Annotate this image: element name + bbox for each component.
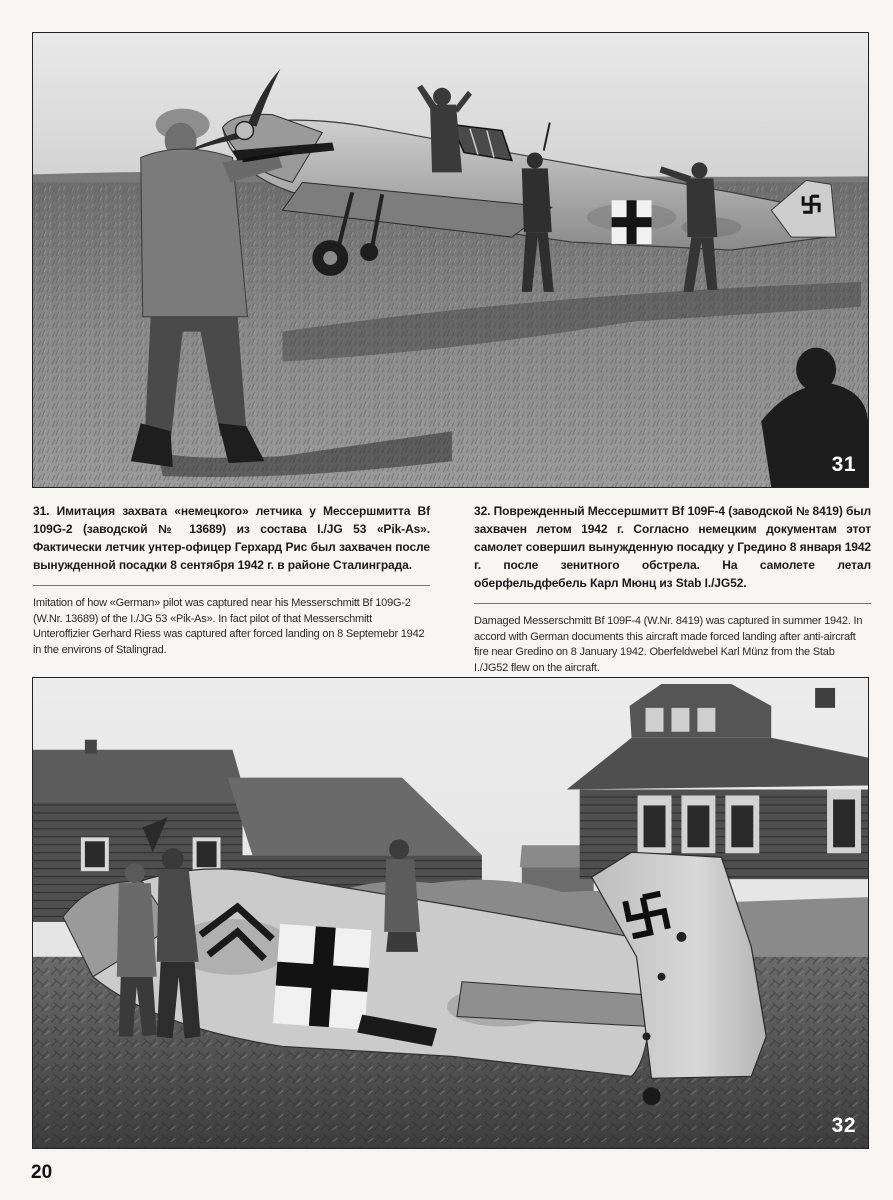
- photo-31-image: [33, 33, 868, 487]
- tail-wheel: [643, 1087, 661, 1105]
- photo-32-captured-bf109f4: [32, 677, 869, 1149]
- caption-32-divider: [474, 603, 871, 604]
- caption-photo-31: [33, 502, 430, 658]
- caption-31-russian: 31. Имитация захвата «немецкого» летчика у Мессершмитта Bf 109G-2 (заводской № 13689) из состава I./JG 53 «Pik-As». Фактически летчик унтер-офицер Герхард Рис был захвачен после вынужденной посадки 8 сентября 1942 г. в районе Сталинграда.: [33, 504, 430, 572]
- caption-32-english: Damaged Messerschmitt Bf 109F-4 (W.Nr. 8419) was captured in summer 1942. In accord with German documents this aircraft made forced landing after anti-aircraft fire near Gredino on 8 January 1942. Oberfeldwebel Karl Münz from the Stab I./JG52 flew on the aircraft.: [474, 615, 863, 674]
- caption-31-divider: [33, 585, 430, 586]
- photo-31-number: 31: [831, 453, 856, 476]
- caption-32-russian: 32. Поврежденный Мессершмитт Bf 109F-4 (заводской № 8419) был захвачен летом 1942 г. Согласно немецким документам этот самолет совершил вынужденную посадку у Гредино 8 января 1942 г. после зенитного обстрела. На самолете летал оберфельдфебель Карл Мюнц из Stab I./JG52.: [474, 504, 871, 590]
- photo-31-captured-bf109g2: [32, 32, 869, 488]
- soldiers-group-left: [117, 848, 201, 1038]
- page-number: 20: [31, 1162, 53, 1183]
- caption-photo-32: [474, 502, 871, 676]
- caption-31-english: Imitation of how «German» pilot was captured near his Messerschmitt Bf 109G-2 (W.Nr. 13689) of the I./JG 53 «Pik-As». In fact pilot of that Messerschmitt Unteroffizier Gerhard Riess was captured after forced landing on 8 Septemebr 1942 in the environs of Stalingrad.: [33, 597, 425, 656]
- photo-32-number: 32: [831, 1114, 856, 1137]
- photo-32-image: [33, 678, 868, 1148]
